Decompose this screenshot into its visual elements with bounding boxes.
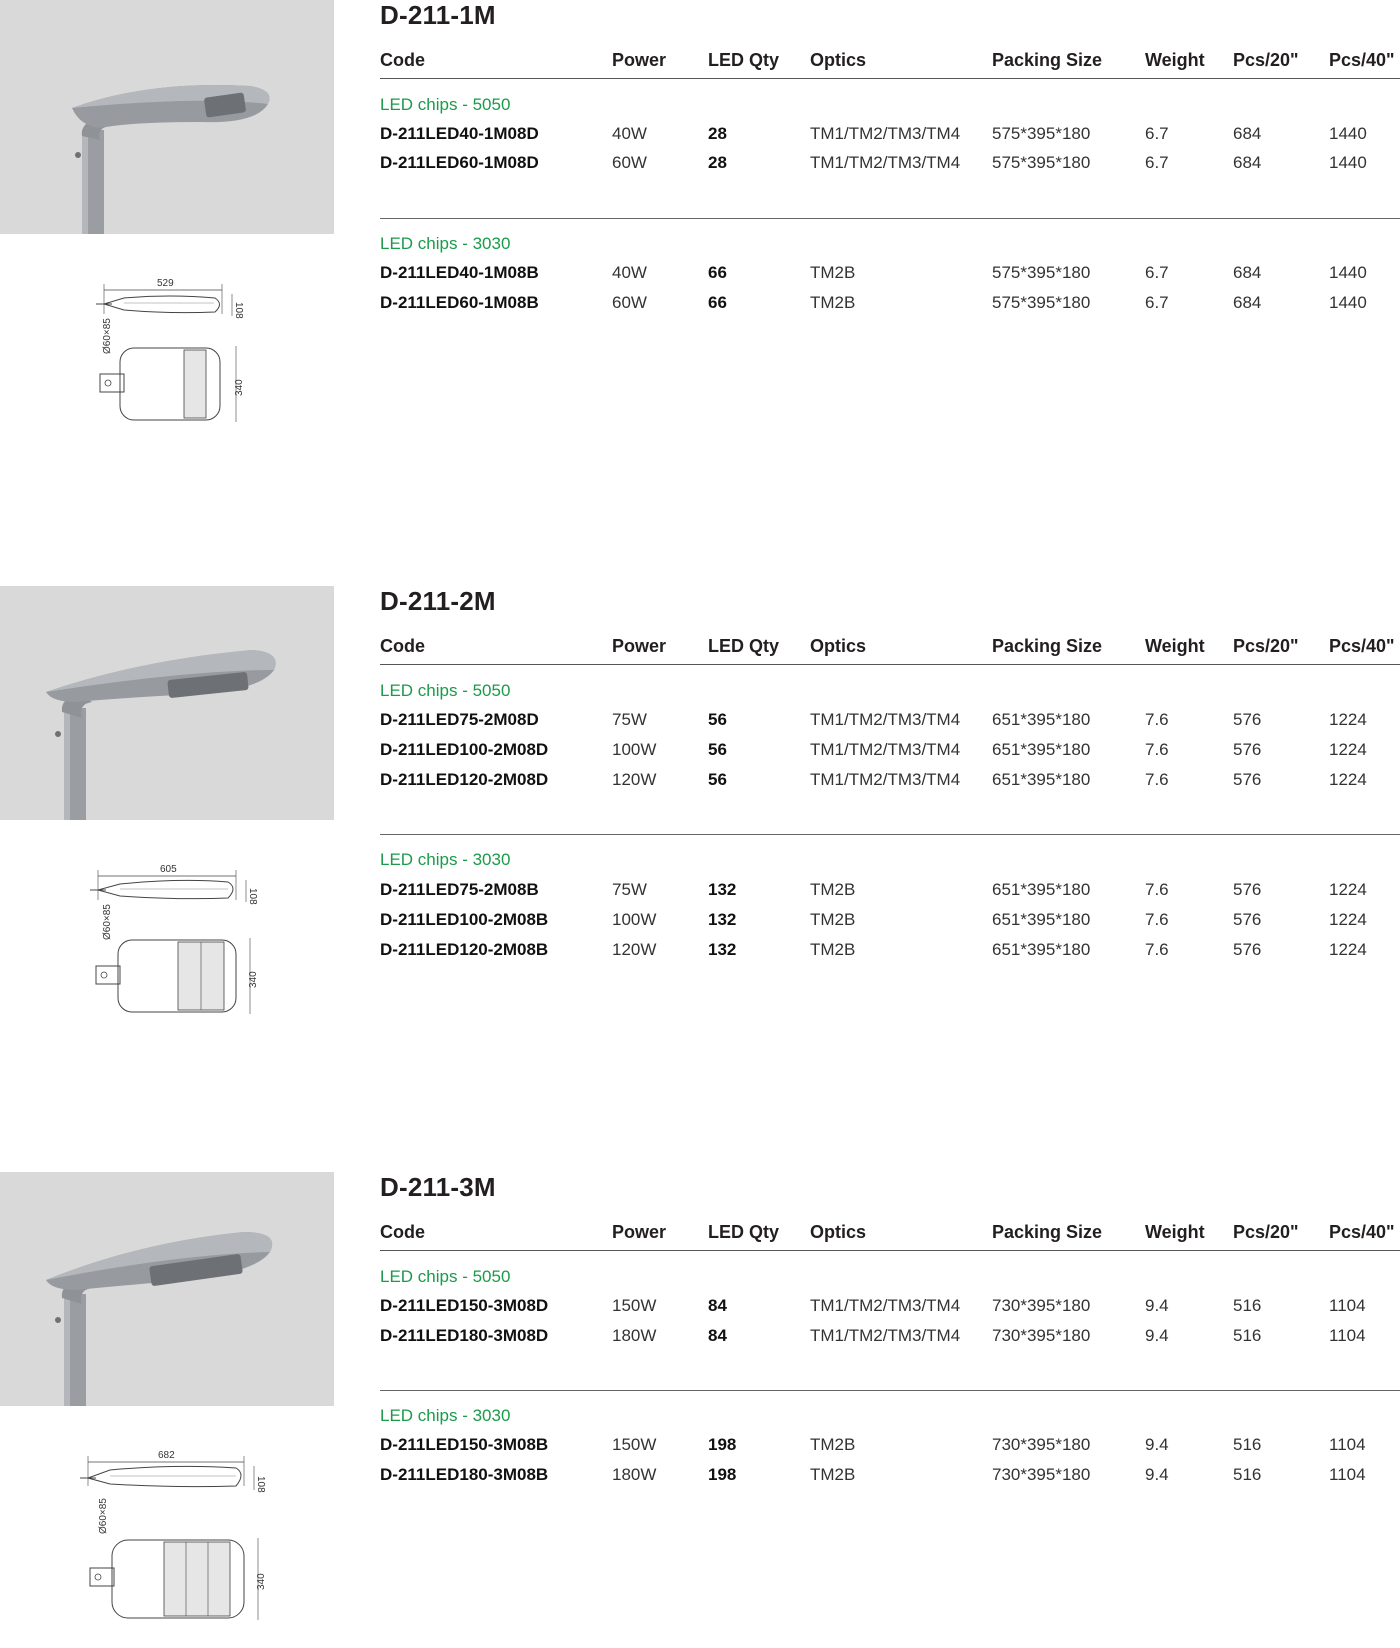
product-title: D-211-2M xyxy=(380,586,496,616)
cell-led-qty: 56 xyxy=(708,770,727,789)
cell-power: 150W xyxy=(612,1435,657,1454)
cell-weight: 6.7 xyxy=(1145,263,1169,282)
col-optics: Optics xyxy=(810,1222,867,1242)
table-row xyxy=(380,1435,1400,1461)
group-label: LED chips - 3030 xyxy=(380,850,511,869)
cell-optics: TM2B xyxy=(810,1465,856,1484)
dimension-pole: Ø60×85 xyxy=(102,904,113,940)
col-code: Code xyxy=(380,636,425,656)
dimension-pole: Ø60×85 xyxy=(98,1498,109,1534)
cell-code: D-211LED60-1M08D xyxy=(380,153,539,172)
cell-code: D-211LED60-1M08B xyxy=(380,293,539,312)
col-packing-size: Packing Size xyxy=(992,1222,1103,1242)
table-row xyxy=(380,124,1400,150)
cell-optics: TM1/TM2/TM3/TM4 xyxy=(810,1296,961,1315)
cell-weight: 7.6 xyxy=(1145,910,1169,929)
cell-weight: 6.7 xyxy=(1145,124,1169,143)
cell-code: D-211LED100-2M08D xyxy=(380,740,549,759)
cell-pcs40: 1224 xyxy=(1329,710,1367,729)
cell-led-qty: 66 xyxy=(708,293,727,312)
cell-led-qty: 198 xyxy=(708,1435,737,1454)
group-divider xyxy=(380,834,1400,835)
cell-pcs20: 516 xyxy=(1233,1435,1262,1454)
cell-pcs40: 1224 xyxy=(1329,770,1367,789)
group-divider xyxy=(380,218,1400,219)
dimension-length: 529 xyxy=(157,278,174,289)
table-row xyxy=(380,1326,1400,1352)
cell-pcs20: 576 xyxy=(1233,910,1262,929)
cell-led-qty: 132 xyxy=(708,940,737,959)
cell-pcs20: 516 xyxy=(1233,1296,1262,1315)
cell-packing-size: 730*395*180 xyxy=(992,1296,1091,1315)
cell-packing-size: 651*395*180 xyxy=(992,940,1091,959)
cell-power: 75W xyxy=(612,880,647,899)
cell-packing-size: 575*395*180 xyxy=(992,124,1091,143)
cell-power: 180W xyxy=(612,1465,657,1484)
col-packing-size: Packing Size xyxy=(992,636,1103,656)
dimension-pole: Ø60×85 xyxy=(102,318,113,354)
cell-power: 40W xyxy=(612,263,647,282)
cell-optics: TM2B xyxy=(810,910,856,929)
cell-pcs40: 1440 xyxy=(1329,153,1367,172)
col-power: Power xyxy=(612,50,667,70)
col-pcs20: Pcs/20" xyxy=(1233,1222,1299,1242)
cell-pcs40: 1224 xyxy=(1329,910,1367,929)
col-led-qty: LED Qty xyxy=(708,1222,780,1242)
cell-code: D-211LED150-3M08D xyxy=(380,1296,549,1315)
cell-packing-size: 730*395*180 xyxy=(992,1435,1091,1454)
cell-led-qty: 84 xyxy=(708,1326,727,1345)
cell-led-qty: 56 xyxy=(708,740,727,759)
cell-optics: TM1/TM2/TM3/TM4 xyxy=(810,124,961,143)
dimension-width: 340 xyxy=(248,971,259,988)
cell-code: D-211LED180-3M08D xyxy=(380,1326,549,1345)
col-pcs40: Pcs/40" xyxy=(1329,1222,1395,1242)
cell-power: 60W xyxy=(612,293,647,312)
col-weight: Weight xyxy=(1145,50,1205,70)
group-label: LED chips - 3030 xyxy=(380,234,511,253)
dimension-drawing xyxy=(0,856,334,1041)
table-row xyxy=(380,1296,1400,1322)
cell-pcs40: 1104 xyxy=(1329,1435,1366,1454)
cell-pcs20: 576 xyxy=(1233,740,1262,759)
cell-led-qty: 198 xyxy=(708,1465,737,1484)
cell-pcs40: 1104 xyxy=(1329,1296,1366,1315)
group-label: LED chips - 3030 xyxy=(380,1406,511,1425)
col-power: Power xyxy=(612,1222,667,1242)
cell-pcs20: 516 xyxy=(1233,1465,1262,1484)
cell-led-qty: 84 xyxy=(708,1296,727,1315)
cell-packing-size: 651*395*180 xyxy=(992,880,1091,899)
col-code: Code xyxy=(380,50,425,70)
cell-led-qty: 28 xyxy=(708,153,727,172)
cell-led-qty: 132 xyxy=(708,910,737,929)
cell-packing-size: 730*395*180 xyxy=(992,1465,1091,1484)
cell-pcs20: 576 xyxy=(1233,940,1262,959)
dimension-length: 682 xyxy=(158,1450,175,1461)
cell-optics: TM1/TM2/TM3/TM4 xyxy=(810,710,961,729)
cell-pcs40: 1104 xyxy=(1329,1465,1366,1484)
cell-power: 120W xyxy=(612,770,657,789)
cell-weight: 6.7 xyxy=(1145,153,1169,172)
cell-optics: TM2B xyxy=(810,940,856,959)
cell-weight: 6.7 xyxy=(1145,293,1169,312)
dimension-drawing xyxy=(0,1442,334,1643)
cell-pcs40: 1440 xyxy=(1329,263,1367,282)
col-weight: Weight xyxy=(1145,636,1205,656)
cell-pcs20: 684 xyxy=(1233,153,1262,172)
group-divider xyxy=(380,1390,1400,1391)
table-row xyxy=(380,1465,1400,1491)
col-pcs20: Pcs/20" xyxy=(1233,50,1299,70)
cell-code: D-211LED100-2M08B xyxy=(380,910,549,929)
cell-weight: 9.4 xyxy=(1145,1326,1169,1345)
col-led-qty: LED Qty xyxy=(708,636,780,656)
cell-optics: TM1/TM2/TM3/TM4 xyxy=(810,770,961,789)
table-row xyxy=(380,770,1400,796)
cell-weight: 9.4 xyxy=(1145,1465,1169,1484)
cell-code: D-211LED40-1M08B xyxy=(380,263,539,282)
cell-code: D-211LED75-2M08D xyxy=(380,710,539,729)
dimension-height: 108 xyxy=(255,1476,266,1493)
cell-packing-size: 575*395*180 xyxy=(992,263,1091,282)
table-row xyxy=(380,940,1400,966)
street-light-icon xyxy=(0,586,334,820)
cell-weight: 7.6 xyxy=(1145,770,1169,789)
cell-pcs40: 1440 xyxy=(1329,124,1367,143)
group-label: LED chips - 5050 xyxy=(380,1267,511,1286)
table-header xyxy=(380,1220,1400,1251)
cell-pcs20: 684 xyxy=(1233,263,1262,282)
cell-power: 150W xyxy=(612,1296,657,1315)
cell-power: 120W xyxy=(612,940,657,959)
table-row xyxy=(380,153,1400,179)
cell-pcs20: 576 xyxy=(1233,770,1262,789)
dimension-width: 340 xyxy=(234,379,245,396)
table-row xyxy=(380,263,1400,289)
cell-power: 180W xyxy=(612,1326,657,1345)
cell-power: 100W xyxy=(612,910,657,929)
product-title: D-211-3M xyxy=(380,1172,496,1202)
cell-weight: 7.6 xyxy=(1145,880,1169,899)
cell-packing-size: 651*395*180 xyxy=(992,770,1091,789)
cell-power: 40W xyxy=(612,124,647,143)
cell-code: D-211LED40-1M08D xyxy=(380,124,539,143)
col-optics: Optics xyxy=(810,636,867,656)
col-pcs40: Pcs/40" xyxy=(1329,50,1395,70)
col-pcs40: Pcs/40" xyxy=(1329,636,1395,656)
cell-code: D-211LED150-3M08B xyxy=(380,1435,549,1454)
col-power: Power xyxy=(612,636,667,656)
cell-pcs40: 1104 xyxy=(1329,1326,1366,1345)
table-header xyxy=(380,634,1400,665)
product-photo xyxy=(0,586,334,820)
cell-pcs20: 684 xyxy=(1233,124,1262,143)
cell-optics: TM2B xyxy=(810,1435,856,1454)
cell-pcs20: 576 xyxy=(1233,710,1262,729)
cell-weight: 9.4 xyxy=(1145,1435,1169,1454)
table-header xyxy=(380,48,1400,79)
cell-led-qty: 56 xyxy=(708,710,727,729)
cell-weight: 7.6 xyxy=(1145,710,1169,729)
group-label: LED chips - 5050 xyxy=(380,95,511,114)
cell-packing-size: 730*395*180 xyxy=(992,1326,1091,1345)
dimension-height: 108 xyxy=(247,888,258,905)
cell-optics: TM2B xyxy=(810,880,856,899)
cell-packing-size: 651*395*180 xyxy=(992,740,1091,759)
cell-pcs40: 1224 xyxy=(1329,880,1367,899)
cell-weight: 7.6 xyxy=(1145,940,1169,959)
product-title: D-211-1M xyxy=(380,0,496,30)
table-row xyxy=(380,880,1400,906)
cell-optics: TM1/TM2/TM3/TM4 xyxy=(810,740,961,759)
col-weight: Weight xyxy=(1145,1222,1205,1242)
cell-pcs40: 1224 xyxy=(1329,740,1367,759)
cell-packing-size: 651*395*180 xyxy=(992,710,1091,729)
cell-power: 60W xyxy=(612,153,647,172)
cell-code: D-211LED120-2M08B xyxy=(380,940,549,959)
cell-power: 100W xyxy=(612,740,657,759)
cell-optics: TM2B xyxy=(810,263,856,282)
cell-led-qty: 66 xyxy=(708,263,727,282)
col-pcs20: Pcs/20" xyxy=(1233,636,1299,656)
cell-code: D-211LED75-2M08B xyxy=(380,880,539,899)
cell-pcs20: 576 xyxy=(1233,880,1262,899)
cell-pcs20: 516 xyxy=(1233,1326,1262,1345)
cell-optics: TM1/TM2/TM3/TM4 xyxy=(810,153,961,172)
cell-code: D-211LED180-3M08B xyxy=(380,1465,549,1484)
product-photo xyxy=(0,0,334,234)
cell-pcs20: 684 xyxy=(1233,293,1262,312)
cell-packing-size: 575*395*180 xyxy=(992,293,1091,312)
cell-led-qty: 132 xyxy=(708,880,737,899)
dimension-drawing xyxy=(0,270,334,455)
group-label: LED chips - 5050 xyxy=(380,681,511,700)
cell-packing-size: 575*395*180 xyxy=(992,153,1091,172)
cell-pcs40: 1224 xyxy=(1329,940,1367,959)
cell-packing-size: 651*395*180 xyxy=(992,910,1091,929)
cell-optics: TM1/TM2/TM3/TM4 xyxy=(810,1326,961,1345)
col-code: Code xyxy=(380,1222,425,1242)
product-photo xyxy=(0,1172,334,1406)
dimension-width: 340 xyxy=(256,1573,267,1590)
dimension-length: 605 xyxy=(160,864,177,875)
table-row xyxy=(380,740,1400,766)
cell-weight: 9.4 xyxy=(1145,1296,1169,1315)
cell-optics: TM2B xyxy=(810,293,856,312)
cell-weight: 7.6 xyxy=(1145,740,1169,759)
table-row xyxy=(380,910,1400,936)
street-light-icon xyxy=(0,1172,334,1406)
col-optics: Optics xyxy=(810,50,867,70)
street-light-icon xyxy=(0,0,334,234)
table-row xyxy=(380,293,1400,319)
col-packing-size: Packing Size xyxy=(992,50,1103,70)
cell-pcs40: 1440 xyxy=(1329,293,1367,312)
dimension-height: 108 xyxy=(233,302,244,319)
table-row xyxy=(380,710,1400,736)
cell-code: D-211LED120-2M08D xyxy=(380,770,549,789)
cell-led-qty: 28 xyxy=(708,124,727,143)
col-led-qty: LED Qty xyxy=(708,50,780,70)
cell-power: 75W xyxy=(612,710,647,729)
